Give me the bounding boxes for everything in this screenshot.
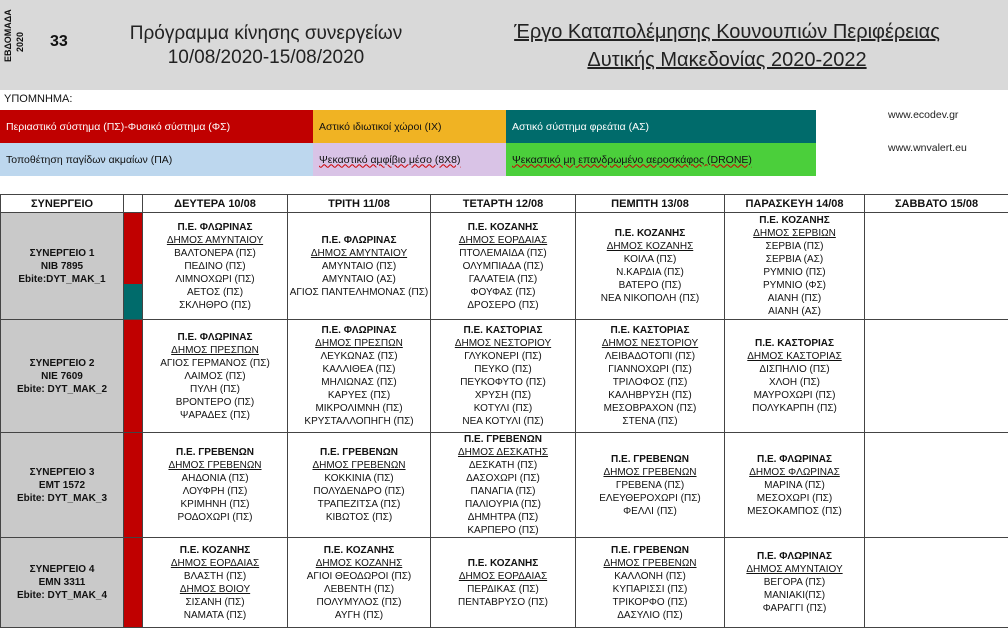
schedule-title-line-1: Πρόγραμμα κίνησης συνεργείων	[92, 22, 440, 46]
table-row	[1, 538, 1008, 628]
place-entry: ΜΗΛΙΩΝΑΣ (ΠΣ)	[288, 376, 430, 389]
stripe-container	[124, 538, 142, 627]
place-entry: ΜΕΣΟΚΑΜΠΟΣ (ΠΣ)	[725, 505, 864, 518]
week-vertical-year: 2020	[15, 32, 25, 52]
legend-label: Αστικό ιδιωτικοί χώροι (ΙΧ)	[319, 120, 442, 134]
team-cell	[1, 433, 124, 538]
municipality: ΔΗΜΟΣ ΓΡΕΒΕΝΩΝ	[288, 459, 430, 472]
place-entry: ΕΛΕΥΘΕΡΟΧΩΡΙ (ΠΣ)	[576, 492, 724, 505]
municipality: ΔΗΜΟΣ ΦΛΩΡΙΝΑΣ	[725, 466, 864, 479]
place-entry: ΣΤΕΝΑ (ΠΣ)	[576, 415, 724, 428]
regional-unit: Π.Ε. ΚΟΖΑΝΗΣ	[431, 221, 575, 234]
municipality: ΔΗΜΟΣ ΔΕΣΚΑΤΗΣ	[431, 446, 575, 459]
regional-unit: Π.Ε. ΚΟΖΑΝΗΣ	[431, 557, 575, 570]
team-ebite: Ebite: DYT_MAK_3	[1, 492, 123, 505]
place-entry: ΠΕΝΤΑΒΡΥΣΟ (ΠΣ)	[431, 596, 575, 609]
team-name: ΣΥΝΕΡΓΕΙΟ 3	[1, 466, 123, 479]
day-cell	[576, 320, 725, 433]
place-entry: ΔΡΟΣΕΡΟ (ΠΣ)	[431, 299, 575, 312]
municipality: ΔΗΜΟΣ ΑΜΥΝΤΑΙΟΥ	[725, 563, 864, 576]
day-cell	[143, 538, 288, 628]
place-entry: ΝΑΜΑΤΑ (ΠΣ)	[143, 609, 287, 622]
place-entry: ΛΙΜΝΟΧΩΡΙ (ΠΣ)	[143, 273, 287, 286]
place-entry: ΑΓΙΟΣ ΓΕΡΜΑΝΟΣ (ΠΣ)	[143, 357, 287, 370]
place-entry: ΚΡΙΜΗΝΗ (ΠΣ)	[143, 498, 287, 511]
day-cell	[431, 433, 576, 538]
regional-unit: Π.Ε. ΦΛΩΡΙΝΑΣ	[288, 324, 430, 337]
municipality: ΔΗΜΟΣ ΓΡΕΒΕΝΩΝ	[576, 557, 724, 570]
legend-private-areas	[313, 110, 506, 143]
municipality: ΔΗΜΟΣ ΠΡΕΣΠΩΝ	[143, 344, 287, 357]
team-cell	[1, 320, 124, 433]
place-entry: ΤΡΙΛΟΦΟΣ (ΠΣ)	[576, 376, 724, 389]
place-entry: ΝΕΑ ΝΙΚΟΠΟΛΗ (ΠΣ)	[576, 292, 724, 305]
place-entry: ΠΟΛΥΔΕΝΔΡΟ (ΠΣ)	[288, 485, 430, 498]
place-entry: ΛΕΙΒΑΔΟΤΟΠΙ (ΠΣ)	[576, 350, 724, 363]
website-ecodev[interactable]: www.ecodev.gr	[888, 109, 958, 121]
header-tuesday: ΤΡΙΤΗ 11/08	[288, 195, 431, 213]
stripe-segment	[124, 320, 142, 432]
place-entry: ΛΟΥΦΡΗ (ΠΣ)	[143, 485, 287, 498]
place-entry: ΓΙΑΝΝΟΧΩΡΙ (ΠΣ)	[576, 363, 724, 376]
legend-label: Περιαστικό σύστημα (ΠΣ)-Φυσικό σύστημα (ΦΣ)	[6, 120, 230, 134]
day-cell	[725, 213, 865, 320]
regional-unit: Π.Ε. ΚΟΖΑΝΗΣ	[288, 544, 430, 557]
team-color-stripe	[124, 320, 143, 433]
regional-unit: Π.Ε. ΦΛΩΡΙΝΑΣ	[725, 550, 864, 563]
regional-unit: Π.Ε. ΓΡΕΒΕΝΩΝ	[576, 453, 724, 466]
day-cell	[431, 320, 576, 433]
municipality: ΔΗΜΟΣ ΚΑΣΤΟΡΙΑΣ	[725, 350, 864, 363]
day-cell	[288, 213, 431, 320]
header-color	[124, 195, 143, 213]
regional-unit: Π.Ε. ΚΟΖΑΝΗΣ	[143, 544, 287, 557]
place-entry: ΜΙΚΡΟΛΙΜΝΗ (ΠΣ)	[288, 402, 430, 415]
regional-unit: Π.Ε. ΚΑΣΤΟΡΙΑΣ	[725, 337, 864, 350]
place-entry: ΜΕΣΟΒΡΑΧΟΝ (ΠΣ)	[576, 402, 724, 415]
table-header-row	[1, 195, 1008, 213]
stripe-segment	[124, 248, 142, 283]
regional-unit: Π.Ε. ΓΡΕΒΕΝΩΝ	[288, 446, 430, 459]
day-cell	[288, 320, 431, 433]
place-entry: ΠΥΛΗ (ΠΣ)	[143, 383, 287, 396]
regional-unit: Π.Ε. ΚΑΣΤΟΡΙΑΣ	[431, 324, 575, 337]
place-entry: ΒΛΑΣΤΗ (ΠΣ)	[143, 570, 287, 583]
place-entry: ΑΙΑΝΗ (ΠΣ)	[725, 292, 864, 305]
place-entry: ΚΑΛΛΙΘΕΑ (ΠΣ)	[288, 363, 430, 376]
header-saturday: ΣΑΒΒΑΤΟ 15/08	[865, 195, 1008, 213]
place-entry: ΣΕΡΒΙΑ (ΠΣ)	[725, 240, 864, 253]
day-cell	[288, 433, 431, 538]
regional-unit: Π.Ε. ΦΛΩΡΙΝΑΣ	[725, 453, 864, 466]
team-name: ΣΥΝΕΡΓΕΙΟ 1	[1, 247, 123, 260]
place-entry: ΡΥΜΝΙΟ (ΦΣ)	[725, 279, 864, 292]
schedule-table	[0, 194, 1008, 628]
place-entry: ΚΟΤΥΛΙ (ΠΣ)	[431, 402, 575, 415]
regional-unit: Π.Ε. ΓΡΕΒΕΝΩΝ	[576, 544, 724, 557]
place-entry: ΑΗΔΟΝΙΑ (ΠΣ)	[143, 472, 287, 485]
place-entry: ΜΑΝΙΑΚΙ(ΠΣ)	[725, 589, 864, 602]
place-entry: ΦΟΥΦΑΣ (ΠΣ)	[431, 286, 575, 299]
place-entry: ΝΕΑ ΚΟΤΥΛΙ (ΠΣ)	[431, 415, 575, 428]
place-entry: ΣΕΡΒΙΑ (ΑΣ)	[725, 253, 864, 266]
place-entry: ΤΡΙΚΟΡΦΟ (ΠΣ)	[576, 596, 724, 609]
place-entry: ΓΑΛΑΤΕΙΑ (ΠΣ)	[431, 273, 575, 286]
project-title-line-1: Έργο Καταπολέμησης Κουνουπιών Περιφέρειας	[452, 18, 1002, 46]
place-entry: ΦΕΛΛΙ (ΠΣ)	[576, 505, 724, 518]
team-color-stripe	[124, 213, 143, 320]
legend-drone	[506, 143, 816, 176]
municipality: ΔΗΜΟΣ ΠΡΕΣΠΩΝ	[288, 337, 430, 350]
place-entry: ΒΡΟΝΤΕΡΟ (ΠΣ)	[143, 396, 287, 409]
day-cell	[143, 320, 288, 433]
project-title	[452, 18, 1002, 74]
week-number: 33	[50, 33, 68, 51]
stripe-segment	[124, 538, 142, 627]
place-entry: ΓΛΥΚΟΝΕΡΙ (ΠΣ)	[431, 350, 575, 363]
team-name: ΣΥΝΕΡΓΕΙΟ 4	[1, 563, 123, 576]
day-cell	[576, 213, 725, 320]
day-cell	[143, 213, 288, 320]
place-entry: ΚΥΠΑΡΙΣΣΙ (ΠΣ)	[576, 583, 724, 596]
team-name: ΣΥΝΕΡΓΕΙΟ 2	[1, 357, 123, 370]
place-entry: ΠΕΥΚΟΦΥΤΟ (ΠΣ)	[431, 376, 575, 389]
stripe-container	[124, 433, 142, 537]
regional-unit: Π.Ε. ΚΟΖΑΝΗΣ	[725, 214, 864, 227]
week-vertical-label	[3, 6, 35, 62]
place-entry: ΔΑΣΟΧΩΡΙ (ΠΣ)	[431, 472, 575, 485]
legend-traps	[0, 143, 313, 176]
regional-unit: Π.Ε. ΦΛΩΡΙΝΑΣ	[143, 331, 287, 344]
team-plate: ΕΜΤ 1572	[1, 479, 123, 492]
header-team: ΣΥΝΕΡΓΕΙΟ	[1, 195, 124, 213]
place-entry: ΠΑΛΙΟΥΡΙΑ (ΠΣ)	[431, 498, 575, 511]
municipality: ΔΗΜΟΣ ΕΟΡΔΑΙΑΣ	[431, 570, 575, 583]
place-entry: ΡΥΜΝΙΟ (ΠΣ)	[725, 266, 864, 279]
place-entry: ΔΗΜΟΣ ΒΟΙΟΥ	[143, 583, 287, 596]
regional-unit: Π.Ε. ΦΛΩΡΙΝΑΣ	[143, 221, 287, 234]
place-entry: ΣΙΣΑΝΗ (ΠΣ)	[143, 596, 287, 609]
place-entry: ΠΕΥΚΟ (ΠΣ)	[431, 363, 575, 376]
municipality: ΔΗΜΟΣ ΕΟΡΔΑΙΑΣ	[143, 557, 287, 570]
header-monday: ΔΕΥΤΕΡΑ 10/08	[143, 195, 288, 213]
legend-label: Τοποθέτηση παγίδων ακμαίων (ΠΑ)	[6, 153, 172, 167]
place-entry: ΠΟΛΥΚΑΡΠΗ (ΠΣ)	[725, 402, 864, 415]
place-entry: ΔΗΜΗΤΡΑ (ΠΣ)	[431, 511, 575, 524]
week-vertical-text: ΕΒΔΟΜΑΔΑ	[3, 9, 13, 62]
team-cell	[1, 538, 124, 628]
place-entry: ΤΡΑΠΕΖΙΤΣΑ (ΠΣ)	[288, 498, 430, 511]
municipality: ΔΗΜΟΣ ΚΟΖΑΝΗΣ	[576, 240, 724, 253]
place-entry: ΣΚΛΗΘΡΟ (ΠΣ)	[143, 299, 287, 312]
legend-label: Ψεκαστικό αμφίβιο μέσο (8Χ8)	[319, 153, 461, 167]
day-cell	[288, 538, 431, 628]
place-entry: ΚΟΚΚΙΝΙΑ (ΠΣ)	[288, 472, 430, 485]
place-entry: ΚΟΙΛΑ (ΠΣ)	[576, 253, 724, 266]
place-entry: ΒΑΤΕΡΟ (ΠΣ)	[576, 279, 724, 292]
place-entry: ΠΕΡΔΙΚΑΣ (ΠΣ)	[431, 583, 575, 596]
stripe-segment	[124, 213, 142, 248]
team-plate: ΕΜΝ 3311	[1, 576, 123, 589]
schedule-title	[92, 22, 440, 70]
schedule-title-line-2: 10/08/2020-15/08/2020	[92, 46, 440, 70]
place-entry: ΠΟΛΥΜΥΛΟΣ (ΠΣ)	[288, 596, 430, 609]
place-entry: Ν.ΚΑΡΔΙΑ (ΠΣ)	[576, 266, 724, 279]
municipality: ΔΗΜΟΣ ΝΕΣΤΟΡΙΟΥ	[576, 337, 724, 350]
place-entry: ΚΑΡΥΕΣ (ΠΣ)	[288, 389, 430, 402]
place-entry: ΛΕΒΕΝΤΗ (ΠΣ)	[288, 583, 430, 596]
place-entry: ΜΑΡΙΝΑ (ΠΣ)	[725, 479, 864, 492]
team-ebite: Ebite: DYT_MAK_2	[1, 383, 123, 396]
place-entry: ΑΥΓΗ (ΠΣ)	[288, 609, 430, 622]
stripe-container	[124, 213, 142, 319]
day-cell	[431, 213, 576, 320]
place-entry: ΒΑΛΤΟΝΕΡΑ (ΠΣ)	[143, 247, 287, 260]
municipality: ΔΗΜΟΣ ΚΟΖΑΝΗΣ	[288, 557, 430, 570]
day-cell	[431, 538, 576, 628]
legend-urban-manholes	[506, 110, 816, 143]
table-row	[1, 213, 1008, 320]
place-entry: ΚΑΡΠΕΡΟ (ΠΣ)	[431, 524, 575, 537]
municipality: ΔΗΜΟΣ ΑΜΥΝΤΑΙΟΥ	[143, 234, 287, 247]
regional-unit: Π.Ε. ΓΡΕΒΕΝΩΝ	[143, 446, 287, 459]
day-cell	[725, 433, 865, 538]
header-wednesday: ΤΕΤΑΡΤΗ 12/08	[431, 195, 576, 213]
municipality: ΔΗΜΟΣ ΣΕΡΒΙΩΝ	[725, 227, 864, 240]
place-entry: ΑΓΙΟΙ ΘΕΟΔΩΡΟΙ (ΠΣ)	[288, 570, 430, 583]
team-plate: ΝΙΒ 7895	[1, 260, 123, 273]
place-entry: ΠΑΝΑΓΙΑ (ΠΣ)	[431, 485, 575, 498]
legend-label: Αστικό σύστημα φρεάτια (ΑΣ)	[512, 120, 649, 134]
place-entry: ΚΙΒΩΤΟΣ (ΠΣ)	[288, 511, 430, 524]
place-entry: ΟΛΥΜΠΙΑΔΑ (ΠΣ)	[431, 260, 575, 273]
place-entry: ΛΕΥΚΩΝΑΣ (ΠΣ)	[288, 350, 430, 363]
header-thursday: ΠΕΜΠΤΗ 13/08	[576, 195, 725, 213]
stripe-segment	[124, 433, 142, 537]
place-entry: ΜΑΥΡΟΧΩΡΙ (ΠΣ)	[725, 389, 864, 402]
team-color-stripe	[124, 433, 143, 538]
team-ebite: Ebite:DYT_MAK_1	[1, 273, 123, 286]
day-cell	[143, 433, 288, 538]
place-entry: ΒΕΓΟΡΑ (ΠΣ)	[725, 576, 864, 589]
legend-label: Ψεκαστικό μη επανδρωμένο αεροσκάφος (DRONE)	[512, 153, 752, 167]
place-entry: ΓΡΕΒΕΝΑ (ΠΣ)	[576, 479, 724, 492]
legend-title: ΥΠΟΜΝΗΜΑ:	[4, 93, 72, 105]
municipality: ΔΗΜΟΣ ΓΡΕΒΕΝΩΝ	[576, 466, 724, 479]
header-band	[0, 0, 1008, 90]
place-entry: ΧΡΥΣΗ (ΠΣ)	[431, 389, 575, 402]
regional-unit: Π.Ε. ΓΡΕΒΕΝΩΝ	[431, 433, 575, 446]
legend-peri-urban	[0, 110, 313, 143]
stripe-container	[124, 320, 142, 432]
place-entry: ΑΜΥΝΤΑΙΟ (ΠΣ)	[288, 260, 430, 273]
place-entry: ΔΑΣΥΛΙΟ (ΠΣ)	[576, 609, 724, 622]
project-title-line-2: Δυτικής Μακεδονίας 2020-2022	[452, 46, 1002, 74]
day-cell	[576, 538, 725, 628]
place-entry: ΔΕΣΚΑΤΗ (ΠΣ)	[431, 459, 575, 472]
team-color-stripe	[124, 538, 143, 628]
place-entry: ΧΛΟΗ (ΠΣ)	[725, 376, 864, 389]
day-cell	[576, 433, 725, 538]
regional-unit: Π.Ε. ΦΛΩΡΙΝΑΣ	[288, 234, 430, 247]
place-entry: ΑΓΙΟΣ ΠΑΝΤΕΛΗΜΟΝΑΣ (ΠΣ)	[288, 286, 430, 299]
place-entry: ΠΤΟΛΕΜΑΙΔΑ (ΠΣ)	[431, 247, 575, 260]
website-wnvalert[interactable]: www.wnvalert.eu	[888, 142, 967, 154]
day-cell	[725, 320, 865, 433]
legend-amphibious	[313, 143, 506, 176]
place-entry: ΑΜΥΝΤΑΙΟ (ΑΣ)	[288, 273, 430, 286]
place-entry: ΚΑΛΛΟΝΗ (ΠΣ)	[576, 570, 724, 583]
stripe-segment	[124, 284, 142, 319]
place-entry: ΑΕΤΟΣ (ΠΣ)	[143, 286, 287, 299]
municipality: ΔΗΜΟΣ ΑΜΥΝΤΑΙΟΥ	[288, 247, 430, 260]
place-entry: ΚΡΥΣΤΑΛΛΟΠΗΓΗ (ΠΣ)	[288, 415, 430, 428]
municipality: ΔΗΜΟΣ ΓΡΕΒΕΝΩΝ	[143, 459, 287, 472]
day-cell	[865, 213, 1008, 320]
place-entry: ΚΑΛΗΒΡΥΣΗ (ΠΣ)	[576, 389, 724, 402]
place-entry: ΨΑΡΑΔΕΣ (ΠΣ)	[143, 409, 287, 422]
municipality: ΔΗΜΟΣ ΕΟΡΔΑΙΑΣ	[431, 234, 575, 247]
table-row	[1, 433, 1008, 538]
team-ebite: Ebite: DYT_MAK_4	[1, 589, 123, 602]
regional-unit: Π.Ε. ΚΟΖΑΝΗΣ	[576, 227, 724, 240]
day-cell	[865, 320, 1008, 433]
place-entry: ΔΙΣΠΗΛΙΟ (ΠΣ)	[725, 363, 864, 376]
place-entry: ΜΕΣΟΧΩΡΙ (ΠΣ)	[725, 492, 864, 505]
regional-unit: Π.Ε. ΚΑΣΤΟΡΙΑΣ	[576, 324, 724, 337]
place-entry: ΡΟΔΟΧΩΡΙ (ΠΣ)	[143, 511, 287, 524]
team-plate: ΝΙΕ 7609	[1, 370, 123, 383]
place-entry: ΦΑΡΑΓΓΙ (ΠΣ)	[725, 602, 864, 615]
day-cell	[725, 538, 865, 628]
team-cell	[1, 213, 124, 320]
day-cell	[865, 538, 1008, 628]
municipality: ΔΗΜΟΣ ΝΕΣΤΟΡΙΟΥ	[431, 337, 575, 350]
header-friday: ΠΑΡΑΣΚΕΥΗ 14/08	[725, 195, 865, 213]
place-entry: ΛΑΙΜΟΣ (ΠΣ)	[143, 370, 287, 383]
place-entry: ΑΙΑΝΗ (ΑΣ)	[725, 305, 864, 318]
place-entry: ΠΕΔΙΝΟ (ΠΣ)	[143, 260, 287, 273]
day-cell	[865, 433, 1008, 538]
table-row	[1, 320, 1008, 433]
